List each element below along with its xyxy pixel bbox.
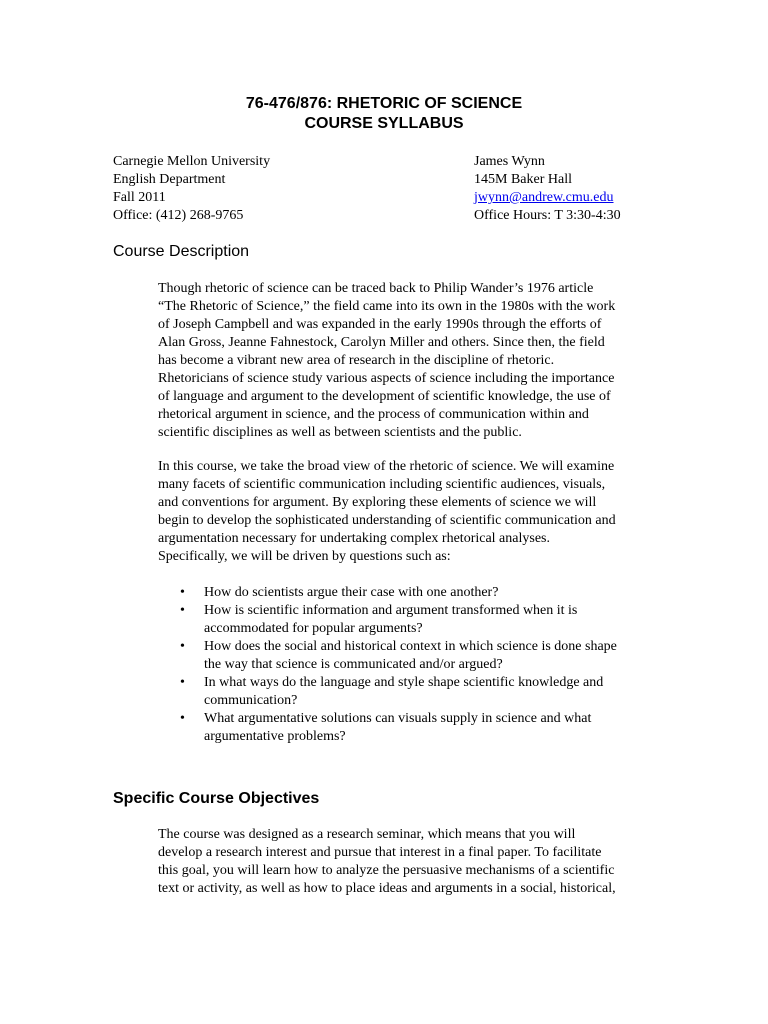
list-item-line: How is scientific information and argument transformed when it is — [204, 603, 578, 618]
course-description-heading: Course Description — [113, 243, 250, 260]
objectives-paragraph — [158, 826, 658, 898]
paragraph-line: has become a vibrant new area of research in the discipline of rhetoric. — [158, 353, 555, 368]
paragraph-line: of language and argument to the development of scientific knowledge, the use of — [158, 389, 611, 404]
list-item-line: What argumentative solutions can visuals supply in science and what — [204, 711, 592, 726]
department-name: English Department — [113, 172, 226, 187]
list-item — [180, 638, 617, 674]
paragraph-line: many facets of scientific communication including scientific audiences, visuals, — [158, 477, 606, 492]
paragraph-line: develop a research interest and pursue that interest in a final paper. To facilitate — [158, 845, 602, 860]
list-item-line: the way that science is communicated and/or argued? — [204, 657, 503, 672]
office-phone: Office: (412) 268-9765 — [113, 208, 244, 223]
bullet-icon: • — [180, 585, 185, 600]
description-paragraph-2 — [158, 458, 658, 566]
list-item-line: How do scientists argue their case with one another? — [204, 585, 499, 600]
paragraph-line: Though rhetoric of science can be traced back to Philip Wander’s 1976 article — [158, 281, 594, 296]
course-title: 76-476/876: RHETORIC OF SCIENCE — [245, 95, 523, 112]
list-item-line: accommodated for popular arguments? — [204, 621, 423, 636]
instructor-name: James Wynn — [474, 154, 545, 169]
question-list — [180, 584, 617, 746]
paragraph-line: text or activity, as well as how to place ideas and arguments in a social, historical, — [158, 881, 616, 896]
bullet-icon: • — [180, 603, 185, 618]
paragraph-line: this goal, you will learn how to analyze the persuasive mechanisms of a scientific — [158, 863, 615, 878]
list-item — [180, 674, 617, 710]
paragraph-line: “The Rhetoric of Science,” the field came into its own in the 1980s with the work — [158, 299, 616, 314]
bullet-icon: • — [180, 675, 185, 690]
paragraph-line: rhetorical argument in science, and the process of communication within and — [158, 407, 589, 422]
paragraph-line: of Joseph Campbell and was expanded in the early 1990s through the efforts of — [158, 317, 602, 332]
list-item-line: In what ways do the language and style shape scientific knowledge and — [204, 675, 604, 690]
paragraph-line: argumentation necessary for undertaking complex rhetorical analyses. — [158, 531, 550, 546]
term: Fall 2011 — [113, 190, 166, 205]
paragraph-line: Specifically, we will be driven by questions such as: — [158, 549, 451, 564]
university-info — [113, 153, 270, 225]
office-hours: Office Hours: T 3:30-4:30 — [474, 208, 621, 223]
paragraph-line: and conventions for argument. By exploring these elements of science we will — [158, 495, 597, 510]
course-objectives-heading: Specific Course Objectives — [113, 790, 320, 807]
instructor-email-link[interactable]: jwynn@andrew.cmu.edu — [474, 190, 614, 205]
paragraph-line: Alan Gross, Jeanne Fahnestock, Carolyn Miller and others. Since then, the field — [158, 335, 605, 350]
list-item — [180, 602, 617, 638]
bullet-icon: • — [180, 639, 185, 654]
paragraph-line: In this course, we take the broad view of the rhetoric of science. We will examine — [158, 459, 615, 474]
instructor-office: 145M Baker Hall — [474, 172, 572, 187]
list-item-line: argumentative problems? — [204, 729, 346, 744]
description-paragraph-1 — [158, 280, 658, 442]
university-name: Carnegie Mellon University — [113, 154, 271, 169]
list-item-line: How does the social and historical context in which science is done shape — [204, 639, 617, 654]
instructor-info — [474, 153, 621, 225]
paragraph-line: begin to develop the sophisticated understanding of scientific communication and — [158, 513, 616, 528]
paragraph-line: The course was designed as a research seminar, which means that you will — [158, 827, 576, 842]
course-subtitle: COURSE SYLLABUS — [304, 115, 464, 132]
list-item-line: communication? — [204, 693, 298, 708]
bullet-icon: • — [180, 711, 185, 726]
list-item — [180, 584, 617, 602]
list-item — [180, 710, 617, 746]
paragraph-line: scientific disciplines as well as between scientists and the public. — [158, 425, 522, 440]
paragraph-line: Rhetoricians of science study various aspects of science including the importance — [158, 371, 615, 386]
